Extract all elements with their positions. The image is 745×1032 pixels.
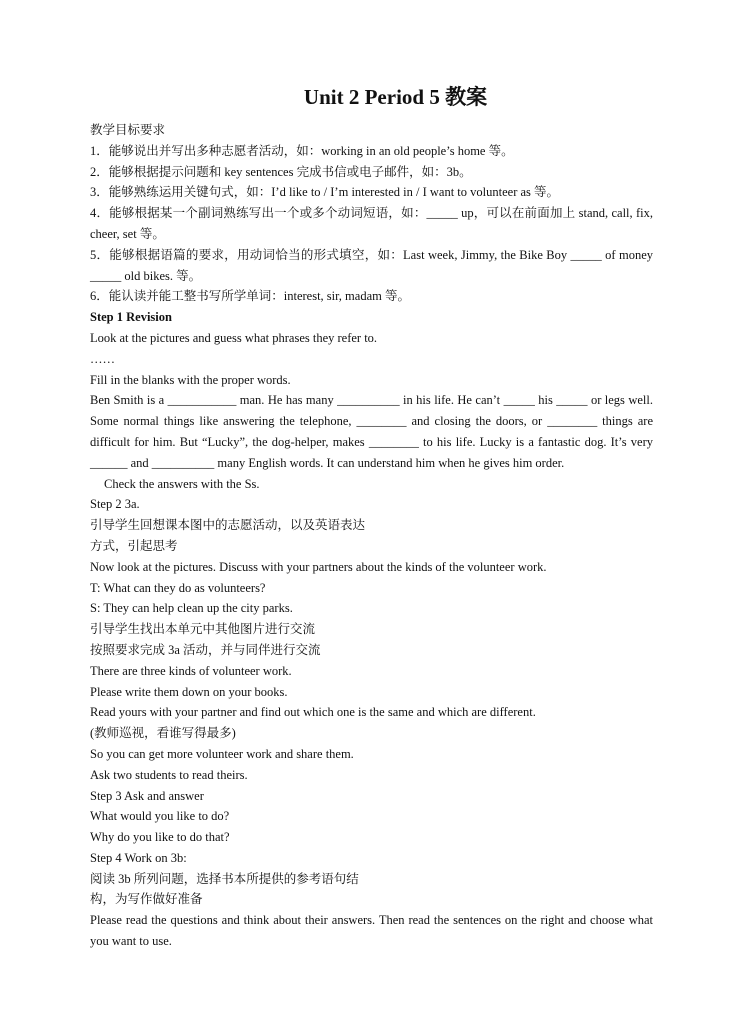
step2-line: 按照要求完成 3a 活动，并与同伴进行交流 (90, 642, 321, 657)
step2-line: T: What can they do as volunteers? (90, 580, 266, 595)
objective-6: 6．能认读并能工整书写所学单词：interest, sir, madam 等。 (90, 289, 410, 304)
step2-line: S: They can help clean up the city parks. (90, 601, 293, 616)
step2-line: 引导学生找出本单元中其他图片进行交流 (90, 622, 316, 637)
step2-line: Now look at the pictures. Discuss with your partners about the kinds of the volunteer work. (90, 559, 547, 574)
page-title: Unit 2 Period 5 教案 (303, 85, 488, 109)
step2-line: Please write them down on your books. (90, 684, 288, 699)
step3-line: What would you like to do? (90, 809, 230, 824)
step1-fill-instruction: Fill in the blanks with the proper words. (90, 372, 291, 387)
step4-heading: Step 4 Work on 3b: (90, 850, 187, 865)
objective-1: 1．能够说出并写出多种志愿者活动，如：working in an old people’s home 等。 (90, 143, 514, 158)
step2-line: (教师巡视，看谁写得最多) (90, 726, 236, 741)
objective-4: 4．能够根据某一个副词熟练写出一个或多个动词短语，如：_____ up，可以在前面加上 stand, call, fix, cheer, set 等。 (90, 206, 653, 241)
step3-heading: Step 3 Ask and answer (90, 788, 204, 803)
objective-3: 3．能够熟练运用关键句式，如：I’d like to / I’m interested in / I want to volunteer as 等。 (90, 185, 560, 200)
step2-heading: Step 2 3a. (90, 497, 140, 512)
step1-passage: Ben Smith is a ___________ man. He has many __________ in his life. He can’t _____ his _____ or legs well. Some normal things like answering the telephone, ________ and closing the doors, or ________ things are difficult for him. But “Lucky”, the dog-helper, makes ________ to his life. Lucky is a fantastic dog. It’s very ______ and __________ many English words. It can understand him when he gives him order. (90, 393, 653, 470)
objective-2: 2．能够根据提示问题和 key sentences 完成书信或电子邮件，如：3b。 (90, 164, 472, 179)
step1-ellipsis: …… (90, 351, 115, 366)
step1-check: Check the answers with the Ss. (104, 476, 260, 491)
document-page (90, 80, 653, 952)
objective-5: 5．能够根据语篇的要求，用动词恰当的形式填空，如：Last week, Jimmy, the Bike Boy _____ of money _____ old bikes. 等。 (90, 247, 653, 283)
step4-line: 构，为写作做好准备 (90, 892, 203, 907)
step2-line: There are three kinds of volunteer work. (90, 663, 292, 678)
step1-instruction: Look at the pictures and guess what phrases they refer to. (90, 330, 378, 345)
step2-line: Ask two students to read theirs. (90, 767, 248, 782)
step3-line: Why do you like to do that? (90, 830, 230, 845)
step2-line: So you can get more volunteer work and share them. (90, 746, 354, 761)
step4-paragraph: Please read the questions and think about their answers. Then read the sentences on the right and choose what you want to use. (90, 913, 653, 949)
step1-heading: Step 1 Revision (90, 310, 172, 325)
step2-line: Read yours with your partner and find out which one is the same and which are different. (90, 705, 536, 720)
step2-line: 方式，引起思考 (90, 538, 178, 553)
step2-line: 引导学生回想课本图中的志愿活动，以及英语表达 (90, 518, 366, 533)
objectives-heading: 教学目标要求 (90, 123, 166, 137)
step4-line: 阅读 3b 所列问题，选择书本所提供的参考语句结 (90, 871, 359, 886)
